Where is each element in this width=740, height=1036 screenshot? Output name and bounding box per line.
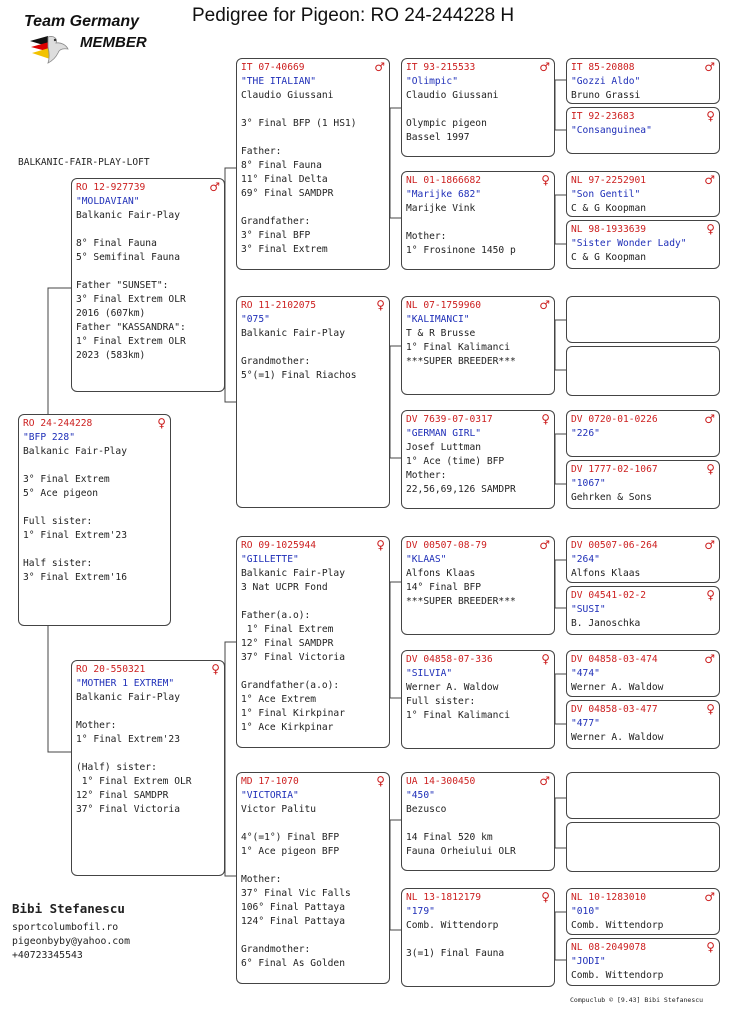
card-line: Balkanic Fair-Play bbox=[241, 568, 345, 579]
female-icon: ♀ bbox=[541, 173, 550, 187]
ring-number: RO 24-244228 bbox=[23, 418, 93, 429]
female-icon: ♀ bbox=[541, 890, 550, 904]
card-line: 3(=1) Final Fauna bbox=[406, 948, 505, 959]
card-line bbox=[406, 933, 550, 947]
card-header bbox=[571, 539, 715, 553]
card-line: B. Janoschka bbox=[571, 618, 641, 629]
card-line: Comb. Wittendorp bbox=[406, 920, 499, 931]
card-line: Claudio Giussani bbox=[241, 90, 334, 101]
pigeon-card-g5[interactable] bbox=[566, 296, 720, 343]
card-line bbox=[241, 665, 385, 679]
author-phone: +40723345543 bbox=[12, 950, 83, 961]
card-header bbox=[571, 174, 715, 188]
card-line: 5°(=1) Final Riachos bbox=[241, 370, 357, 381]
card-line bbox=[241, 131, 385, 145]
card-header bbox=[241, 61, 385, 75]
card-line: Balkanic Fair-Play bbox=[23, 446, 127, 457]
male-icon: ♂ bbox=[374, 60, 385, 74]
card-line: Victor Palitu bbox=[241, 804, 317, 815]
card-line: 1° Ace pigeon BFP bbox=[241, 846, 340, 857]
card-line: 6° Final As Golden bbox=[241, 958, 345, 969]
card-line: T & R Brusse bbox=[406, 328, 476, 339]
pigeon-card-g12[interactable] bbox=[566, 700, 720, 749]
card-line: 124° Final Pattaya bbox=[241, 916, 345, 927]
card-line bbox=[23, 459, 166, 473]
card-header bbox=[406, 775, 550, 789]
pigeon-card-g10[interactable] bbox=[566, 586, 720, 635]
pigeon-name: "450" bbox=[406, 790, 435, 801]
card-line: Alfons Klaas bbox=[571, 568, 641, 579]
card-line: Balkanic Fair-Play bbox=[76, 210, 180, 221]
ring-number: DV 00507-06-264 bbox=[571, 540, 658, 551]
pigeon-card-ssd[interactable] bbox=[401, 171, 555, 270]
pigeon-card-sdd[interactable] bbox=[401, 410, 555, 509]
card-line: C & G Koopman bbox=[571, 203, 647, 214]
author-name: Bibi Stefanescu bbox=[12, 901, 125, 916]
male-icon: ♂ bbox=[704, 173, 715, 187]
author-email[interactable]: pigeonbyby@yahoo.com bbox=[12, 936, 130, 947]
card-line: Werner A. Waldow bbox=[571, 682, 664, 693]
card-line: Grandfather: bbox=[241, 216, 311, 227]
card-line: 3° Final Extrem'16 bbox=[23, 572, 127, 583]
pigeon-card-g15[interactable] bbox=[566, 888, 720, 935]
card-line: 2016 (607km) bbox=[76, 308, 146, 319]
card-line: Josef Luttman bbox=[406, 442, 482, 453]
card-header bbox=[76, 663, 220, 677]
card-line: 1° Frosinone 1450 p bbox=[406, 245, 516, 256]
card-line: 1° Ace (time) BFP bbox=[406, 456, 505, 467]
pigeon-name: "075" bbox=[241, 314, 270, 325]
card-line: 1° Final Extrem OLR bbox=[76, 336, 186, 347]
card-line bbox=[406, 103, 550, 117]
ring-number: NL 98-1933639 bbox=[571, 224, 647, 235]
ring-number: NL 08-2049078 bbox=[571, 942, 647, 953]
author-website[interactable]: sportcolumbofil.ro bbox=[12, 922, 119, 933]
pigeon-card-sd[interactable] bbox=[236, 296, 390, 508]
card-line bbox=[406, 216, 550, 230]
pigeon-name: "THE ITALIAN" bbox=[241, 76, 317, 87]
card-header bbox=[406, 299, 550, 313]
female-icon: ♀ bbox=[706, 702, 715, 716]
card-line: 22,56,69,126 SAMDPR bbox=[406, 484, 516, 495]
pigeon-card-ds[interactable] bbox=[236, 536, 390, 748]
card-line bbox=[76, 223, 220, 237]
card-header bbox=[406, 539, 550, 553]
ring-number: RO 12-927739 bbox=[76, 182, 146, 193]
male-icon: ♂ bbox=[539, 298, 550, 312]
card-line: 3° Final Extrem OLR bbox=[76, 294, 186, 305]
card-line: 3° Final Extrem bbox=[23, 474, 110, 485]
ring-number: RO 11-2102075 bbox=[241, 300, 317, 311]
card-line: 8° Final Fauna bbox=[76, 238, 157, 249]
pigeon-name: "MOTHER 1 EXTREM" bbox=[76, 678, 175, 689]
pigeon-name: "MOLDAVIAN" bbox=[76, 196, 140, 207]
card-line bbox=[241, 595, 385, 609]
pigeon-card-g2[interactable] bbox=[566, 107, 720, 154]
card-line: Mother: bbox=[406, 231, 447, 242]
card-line: 12° Final SAMDPR bbox=[76, 790, 169, 801]
card-line: ***SUPER BREEDER*** bbox=[406, 356, 516, 367]
pigeon-card-subject[interactable] bbox=[18, 414, 171, 626]
card-line: Full sister: bbox=[23, 516, 93, 527]
female-icon: ♀ bbox=[706, 222, 715, 236]
card-line: ***SUPER BREEDER*** bbox=[406, 596, 516, 607]
pigeon-name: "BFP 228" bbox=[23, 432, 75, 443]
ring-number: DV 04858-03-477 bbox=[571, 704, 658, 715]
card-line: 4°(=1°) Final BFP bbox=[241, 832, 340, 843]
pigeon-name: "Sister Wonder Lady" bbox=[571, 238, 687, 249]
pigeon-card-g4[interactable] bbox=[566, 220, 720, 269]
pigeon-card-ss[interactable] bbox=[236, 58, 390, 270]
card-line: Grandfather(a.o): bbox=[241, 680, 340, 691]
pigeon-card-dss[interactable] bbox=[401, 536, 555, 635]
card-line: Grandmother: bbox=[241, 944, 311, 955]
card-line: 1° Final Extrem bbox=[241, 624, 334, 635]
female-icon: ♀ bbox=[376, 298, 385, 312]
pigeon-name: "GERMAN GIRL" bbox=[406, 428, 482, 439]
ring-number: NL 07-1759960 bbox=[406, 300, 482, 311]
pigeon-name: "GILLETTE" bbox=[241, 554, 299, 565]
card-line: Half sister: bbox=[23, 558, 93, 569]
card-header bbox=[571, 941, 715, 955]
card-line: Werner A. Waldow bbox=[406, 682, 499, 693]
card-line: 1° Final Extrem'23 bbox=[23, 530, 127, 541]
card-line bbox=[241, 929, 385, 943]
male-icon: ♂ bbox=[704, 890, 715, 904]
badge-line-2: MEMBER bbox=[80, 34, 147, 51]
card-header bbox=[571, 463, 715, 477]
card-line: 1° Final Kirkpinar bbox=[241, 708, 345, 719]
card-line: Olympic pigeon bbox=[406, 118, 487, 129]
card-line bbox=[406, 817, 550, 831]
ring-number: DV 1777-02-1067 bbox=[571, 464, 658, 475]
card-line bbox=[23, 501, 166, 515]
female-icon: ♀ bbox=[541, 652, 550, 666]
card-line: 1° Final Kalimanci bbox=[406, 342, 510, 353]
ring-number: IT 07-40669 bbox=[241, 62, 305, 73]
male-icon: ♂ bbox=[539, 538, 550, 552]
pigeon-card-dam[interactable] bbox=[71, 660, 225, 876]
pigeon-name: "Gozzi Aldo" bbox=[571, 76, 641, 87]
card-line: 106° Final Pattaya bbox=[241, 902, 345, 913]
female-icon: ♀ bbox=[706, 588, 715, 602]
female-icon: ♀ bbox=[376, 538, 385, 552]
card-line: Fauna Orheiului OLR bbox=[406, 846, 516, 857]
card-line bbox=[76, 265, 220, 279]
ring-number: DV 00507-08-79 bbox=[406, 540, 487, 551]
card-line: Bruno Grassi bbox=[571, 90, 641, 101]
card-line: 3 Nat UCPR Fond bbox=[241, 582, 328, 593]
pigeon-name: "Consanguinea" bbox=[571, 125, 652, 136]
pigeon-card-g1[interactable] bbox=[566, 58, 720, 104]
pigeon-card-g16[interactable] bbox=[566, 938, 720, 986]
pigeon-name: "JODI" bbox=[571, 956, 606, 967]
pigeon-name: "SILVIA" bbox=[406, 668, 453, 679]
card-header bbox=[23, 417, 166, 431]
card-line bbox=[241, 103, 385, 117]
pigeon-name: "Marijke 682" bbox=[406, 189, 482, 200]
card-line: 3° Final BFP bbox=[241, 230, 311, 241]
pigeon-name: "Son Gentil" bbox=[571, 189, 641, 200]
card-line: 37° Final Victoria bbox=[76, 804, 180, 815]
pigeon-name: "KLAAS" bbox=[406, 554, 447, 565]
card-line: Comb. Wittendorp bbox=[571, 920, 664, 931]
card-line: Mother: bbox=[241, 874, 282, 885]
male-icon: ♂ bbox=[704, 652, 715, 666]
card-line: 3° Final Extrem bbox=[241, 244, 328, 255]
card-header bbox=[241, 539, 385, 553]
ring-number: RO 09-1025944 bbox=[241, 540, 317, 551]
card-line: 37° Final Victoria bbox=[241, 652, 345, 663]
female-icon: ♀ bbox=[541, 412, 550, 426]
pigeon-name: "226" bbox=[571, 428, 600, 439]
card-line bbox=[241, 201, 385, 215]
card-line: Balkanic Fair-Play bbox=[241, 328, 345, 339]
card-line: C & G Koopman bbox=[571, 252, 647, 263]
pigeon-card-g6[interactable] bbox=[566, 346, 720, 396]
card-line: 69° Final SAMDPR bbox=[241, 188, 334, 199]
card-header bbox=[406, 413, 550, 427]
card-line: 11° Final Delta bbox=[241, 174, 328, 185]
male-icon: ♂ bbox=[539, 774, 550, 788]
card-header bbox=[76, 181, 220, 195]
pigeon-name: "477" bbox=[571, 718, 600, 729]
card-line: Father "KASSANDRA": bbox=[76, 322, 186, 333]
card-header bbox=[241, 775, 385, 789]
ring-number: IT 85-20808 bbox=[571, 62, 635, 73]
pigeon-card-sire[interactable] bbox=[71, 178, 225, 392]
pigeon-card-g11[interactable] bbox=[566, 650, 720, 697]
pigeon-card-g13[interactable] bbox=[566, 772, 720, 819]
ring-number: NL 97-2252901 bbox=[571, 175, 647, 186]
card-line: 1° Final Extrem'23 bbox=[76, 734, 180, 745]
male-icon: ♂ bbox=[539, 60, 550, 74]
ring-number: DV 0720-01-0226 bbox=[571, 414, 658, 425]
pigeon-card-g8[interactable] bbox=[566, 460, 720, 509]
badge-line-1: Team Germany bbox=[24, 13, 140, 30]
ring-number: MD 17-1070 bbox=[241, 776, 299, 787]
female-icon: ♀ bbox=[706, 940, 715, 954]
pigeon-card-dd[interactable] bbox=[236, 772, 390, 984]
card-line: Full sister: bbox=[406, 696, 476, 707]
card-line: Claudio Giussani bbox=[406, 90, 499, 101]
female-icon: ♀ bbox=[376, 774, 385, 788]
card-header bbox=[406, 174, 550, 188]
card-line: Father: bbox=[241, 146, 282, 157]
pigeon-name: "SUSI" bbox=[571, 604, 606, 615]
pigeon-card-dsd[interactable] bbox=[401, 650, 555, 749]
pigeon-card-sss[interactable] bbox=[401, 58, 555, 157]
card-line: 2023 (583km) bbox=[76, 350, 146, 361]
pigeon-name: "Olimpic" bbox=[406, 76, 458, 87]
card-line: 1° Ace Kirkpinar bbox=[241, 722, 334, 733]
pigeon-card-g3[interactable] bbox=[566, 171, 720, 217]
card-header bbox=[571, 589, 715, 603]
ring-number: DV 04858-03-474 bbox=[571, 654, 658, 665]
female-icon: ♀ bbox=[706, 462, 715, 476]
card-line: 14° Final BFP bbox=[406, 582, 482, 593]
card-line: 1° Ace Extrem bbox=[241, 694, 317, 705]
card-line: (Half) sister: bbox=[76, 762, 157, 773]
pigeon-name: "264" bbox=[571, 554, 600, 565]
card-line: Mother: bbox=[76, 720, 117, 731]
card-line: 14 Final 520 km bbox=[406, 832, 493, 843]
male-icon: ♂ bbox=[209, 180, 220, 194]
card-header bbox=[571, 653, 715, 667]
card-line: Marijke Vink bbox=[406, 203, 476, 214]
ring-number: NL 10-1283010 bbox=[571, 892, 647, 903]
ring-number: DV 04541-02-2 bbox=[571, 590, 647, 601]
ring-number: DV 04858-07-336 bbox=[406, 654, 493, 665]
male-icon: ♂ bbox=[704, 538, 715, 552]
pigeon-name: "474" bbox=[571, 668, 600, 679]
card-line bbox=[241, 341, 385, 355]
female-icon: ♀ bbox=[706, 109, 715, 123]
card-line: Gehrken & Sons bbox=[571, 492, 652, 503]
card-header bbox=[571, 61, 715, 75]
card-header bbox=[571, 703, 715, 717]
pigeon-name: "010" bbox=[571, 906, 600, 917]
card-line: Mother: bbox=[406, 470, 447, 481]
pigeon-card-g9[interactable] bbox=[566, 536, 720, 583]
card-line bbox=[23, 543, 166, 557]
pigeon-card-ddd[interactable] bbox=[401, 888, 555, 987]
card-line: 8° Final Fauna bbox=[241, 160, 322, 171]
footer-credit: Compuclub © [9.43] Bibi Stefanescu bbox=[570, 996, 704, 1004]
pigeon-name: "VICTORIA" bbox=[241, 790, 299, 801]
female-icon: ♀ bbox=[211, 662, 220, 676]
card-header bbox=[571, 110, 715, 124]
card-line: 3° Final BFP (1 HS1) bbox=[241, 118, 357, 129]
card-header bbox=[406, 61, 550, 75]
ring-number: NL 01-1866682 bbox=[406, 175, 482, 186]
male-icon: ♂ bbox=[704, 60, 715, 74]
card-line: Father "SUNSET": bbox=[76, 280, 169, 291]
card-header bbox=[406, 891, 550, 905]
page-title: Pedigree for Pigeon: RO 24-244228 H bbox=[192, 5, 515, 26]
card-line: Grandmother: bbox=[241, 356, 311, 367]
ring-number: RO 20-550321 bbox=[76, 664, 146, 675]
ring-number: DV 7639-07-0317 bbox=[406, 414, 493, 425]
pigeon-name: "1067" bbox=[571, 478, 606, 489]
card-header bbox=[406, 653, 550, 667]
card-line: Alfons Klaas bbox=[406, 568, 476, 579]
ring-number: IT 93-215533 bbox=[406, 62, 476, 73]
card-line: 1° Final Kalimanci bbox=[406, 710, 510, 721]
pigeon-name: "179" bbox=[406, 906, 435, 917]
pigeon-card-g7[interactable] bbox=[566, 410, 720, 457]
card-line: Comb. Wittendorp bbox=[571, 970, 664, 981]
card-header bbox=[571, 223, 715, 237]
card-line: Father(a.o): bbox=[241, 610, 311, 621]
card-header bbox=[571, 891, 715, 905]
ring-number: NL 13-1812179 bbox=[406, 892, 482, 903]
card-line bbox=[76, 747, 220, 761]
female-icon: ♀ bbox=[157, 416, 166, 430]
ring-number: IT 92-23683 bbox=[571, 111, 635, 122]
male-icon: ♂ bbox=[704, 412, 715, 426]
ring-number: UA 14-300450 bbox=[406, 776, 476, 787]
card-header bbox=[241, 299, 385, 313]
card-line: 37° Final Vic Falls bbox=[241, 888, 351, 899]
loft-name: BALKANIC-FAIR-PLAY-LOFT bbox=[18, 157, 150, 168]
card-header bbox=[571, 413, 715, 427]
card-line: 1° Final Extrem OLR bbox=[76, 776, 192, 787]
card-line: 5° Ace pigeon bbox=[23, 488, 99, 499]
pigeon-card-dds[interactable] bbox=[401, 772, 555, 871]
card-line bbox=[241, 859, 385, 873]
card-line: Balkanic Fair-Play bbox=[76, 692, 180, 703]
pigeon-card-g14[interactable] bbox=[566, 822, 720, 872]
card-line: Werner A. Waldow bbox=[571, 732, 664, 743]
card-line bbox=[76, 705, 220, 719]
card-line: 5° Semifinal Fauna bbox=[76, 252, 180, 263]
card-line: Bassel 1997 bbox=[406, 132, 470, 143]
card-line: 12° Final SAMDPR bbox=[241, 638, 334, 649]
card-line: Bezusco bbox=[406, 804, 447, 815]
pigeon-card-sds[interactable] bbox=[401, 296, 555, 395]
card-line bbox=[241, 817, 385, 831]
pigeon-name: "KALIMANCI" bbox=[406, 314, 470, 325]
